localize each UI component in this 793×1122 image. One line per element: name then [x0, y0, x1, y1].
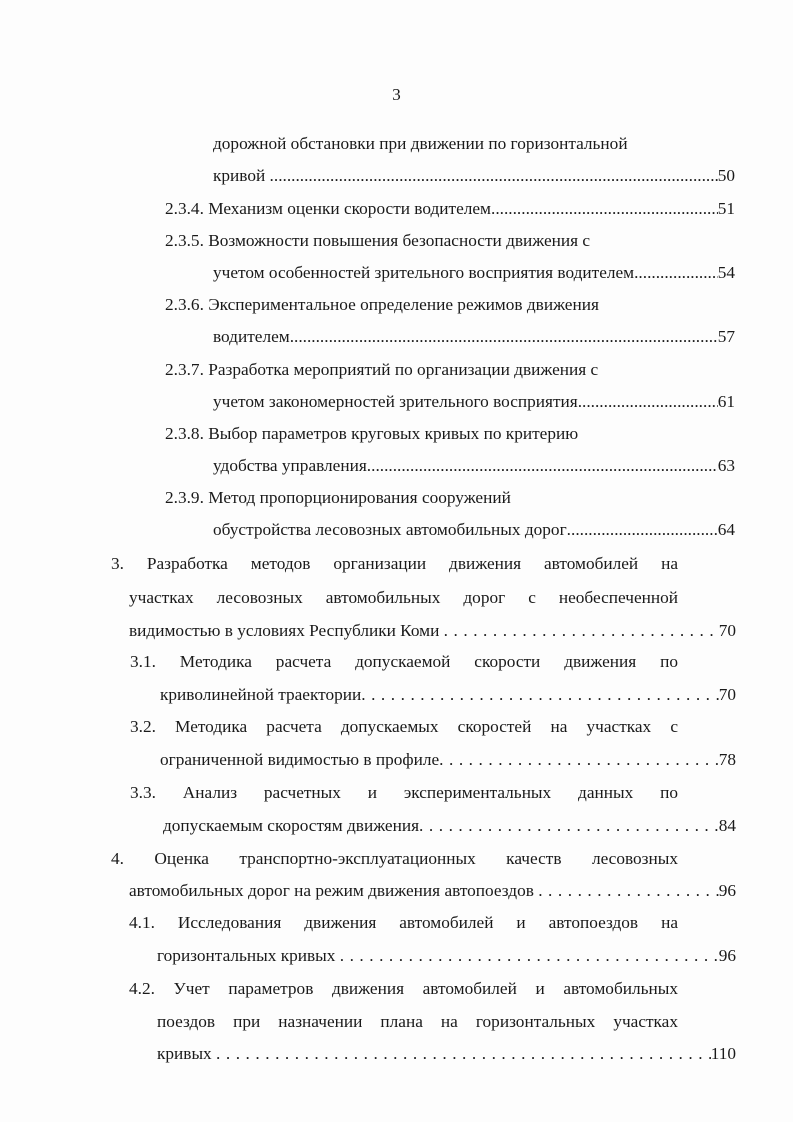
- toc-page-number: 78: [718, 750, 736, 769]
- toc-line: [130, 782, 678, 804]
- toc-entry-text: Возможности повышения безопасности движения с: [203, 231, 591, 250]
- toc-line: [165, 359, 598, 381]
- toc-entry-text: удобства управления: [213, 456, 367, 475]
- toc-entry-text: автомобильных дорог на режим движения автопоездов: [129, 881, 539, 900]
- toc-entry-text: Выбор параметров круговых кривых по критерию: [203, 424, 579, 443]
- dot-leader: [439, 749, 719, 771]
- toc-line[interactable]: [213, 262, 735, 284]
- toc-line: [165, 487, 511, 509]
- toc-entry-text: Разработка мероприятий по организации движения с: [203, 360, 599, 379]
- toc-entry-text: 4. Оценка транспортно-эксплуатационных качеств лесовозных: [111, 849, 678, 868]
- toc-entry-text: 3.3. Анализ расчетных и экспериментальных данных по: [130, 783, 678, 802]
- toc-entry-number: 2.3.7.: [165, 360, 204, 379]
- toc-entry-text: водителем: [213, 327, 290, 346]
- toc-page-number: 70: [718, 685, 736, 704]
- toc-line: [157, 1011, 678, 1033]
- dot-leader: [634, 262, 718, 284]
- toc-line[interactable]: [163, 815, 736, 837]
- dot-leader: [578, 391, 718, 413]
- toc-line[interactable]: [165, 198, 735, 220]
- dot-leader: [340, 945, 719, 967]
- toc-page-number: 96: [718, 946, 736, 965]
- toc-entry-text: допускаемым скоростям движения: [163, 816, 420, 835]
- toc-page-number: 51: [717, 199, 735, 218]
- toc-page-number: 54: [717, 263, 735, 282]
- toc-line[interactable]: [160, 749, 736, 771]
- dot-leader: [444, 620, 719, 642]
- toc-line[interactable]: [213, 391, 735, 413]
- toc-entry-text: Метод пропорционирования сооружений: [203, 488, 511, 507]
- toc-entry-text: видимостью в условиях Республики Коми: [129, 621, 444, 640]
- dot-leader: [538, 880, 719, 902]
- toc-entry-number: 2.3.8.: [165, 424, 204, 443]
- toc-page-number: 63: [717, 456, 735, 475]
- toc-line[interactable]: [213, 455, 735, 477]
- toc-line[interactable]: [157, 1043, 736, 1065]
- page-number: 3: [392, 85, 401, 104]
- dot-leader: [419, 815, 719, 837]
- toc-page-number: 70: [718, 621, 736, 640]
- toc-entry-text: участках лесовозных автомобильных дорог с необеспеченной: [129, 588, 678, 607]
- dot-leader: [270, 165, 718, 187]
- toc-entry-text: учетом закономерностей зрительного восприятия: [213, 392, 578, 411]
- toc-line: [130, 651, 678, 673]
- toc-page-number: 96: [718, 881, 736, 900]
- toc-entry-text: 4.1. Исследования движения автомобилей и автопоездов на: [129, 913, 678, 932]
- toc-line: [129, 912, 678, 934]
- toc-line: [165, 423, 578, 445]
- toc-line: [129, 978, 678, 1000]
- toc-line: [213, 133, 628, 155]
- toc-page-number: 61: [717, 392, 735, 411]
- toc-entry-text: обустройства лесовозных автомобильных дорог: [213, 520, 567, 539]
- toc-entry-text: 3.2. Методика расчета допускаемых скоростей на участках с: [130, 717, 678, 736]
- toc-entry-text: кривых: [157, 1044, 217, 1063]
- toc-page-number: 84: [718, 816, 736, 835]
- toc-entry-text: кривой: [213, 166, 270, 185]
- toc-line: [165, 294, 599, 316]
- toc-entry-number: 2.3.4.: [165, 199, 204, 218]
- dot-leader: [361, 684, 718, 706]
- dot-leader: [567, 519, 718, 541]
- toc-entry-text: 3. Разработка методов организации движения автомобилей на: [111, 554, 678, 573]
- toc-line: [111, 553, 678, 575]
- toc-entry-text: горизонтальных кривых: [157, 946, 340, 965]
- toc-line: [129, 587, 678, 609]
- toc-line[interactable]: [213, 519, 735, 541]
- toc-entry-text: Механизм оценки скорости водителем: [203, 199, 491, 218]
- toc-entry-text: учетом особенностей зрительного восприятия водителем: [213, 263, 635, 282]
- toc-entry-number: 2.3.9.: [165, 488, 204, 507]
- toc-line[interactable]: [157, 945, 736, 967]
- toc-entry-text: Экспериментальное определение режимов движения: [203, 295, 599, 314]
- toc-line: [165, 230, 590, 252]
- dot-leader: [216, 1043, 711, 1065]
- toc-page-number: 110: [710, 1044, 736, 1063]
- toc-page-number: 64: [717, 520, 735, 539]
- toc-line[interactable]: [160, 684, 736, 706]
- toc-line[interactable]: [213, 165, 735, 187]
- toc-entry-text: криволинейной траектории: [160, 685, 362, 704]
- toc-entry-text: 3.1. Методика расчета допускаемой скорости движения по: [130, 652, 678, 671]
- toc-line[interactable]: [129, 620, 736, 642]
- toc-entry-text: поездов при назначении плана на горизонтальных участках: [157, 1012, 678, 1031]
- toc-entry-text: дорожной обстановки при движении по горизонтальной: [213, 134, 628, 153]
- toc-line: [130, 716, 678, 738]
- toc-line[interactable]: [129, 880, 736, 902]
- toc-entry-text: ограниченной видимостью в профиле: [160, 750, 440, 769]
- toc-page-number: 57: [717, 327, 735, 346]
- toc-page-number: 50: [717, 166, 735, 185]
- dot-leader: [491, 198, 718, 220]
- toc-line[interactable]: [213, 326, 735, 348]
- dot-leader: [367, 455, 718, 477]
- toc-entry-text: 4.2. Учет параметров движения автомобилей и автомобильных: [129, 979, 678, 998]
- dot-leader: [290, 326, 718, 348]
- toc-entry-number: 2.3.5.: [165, 231, 204, 250]
- toc-line: [111, 848, 678, 870]
- toc-entry-number: 2.3.6.: [165, 295, 204, 314]
